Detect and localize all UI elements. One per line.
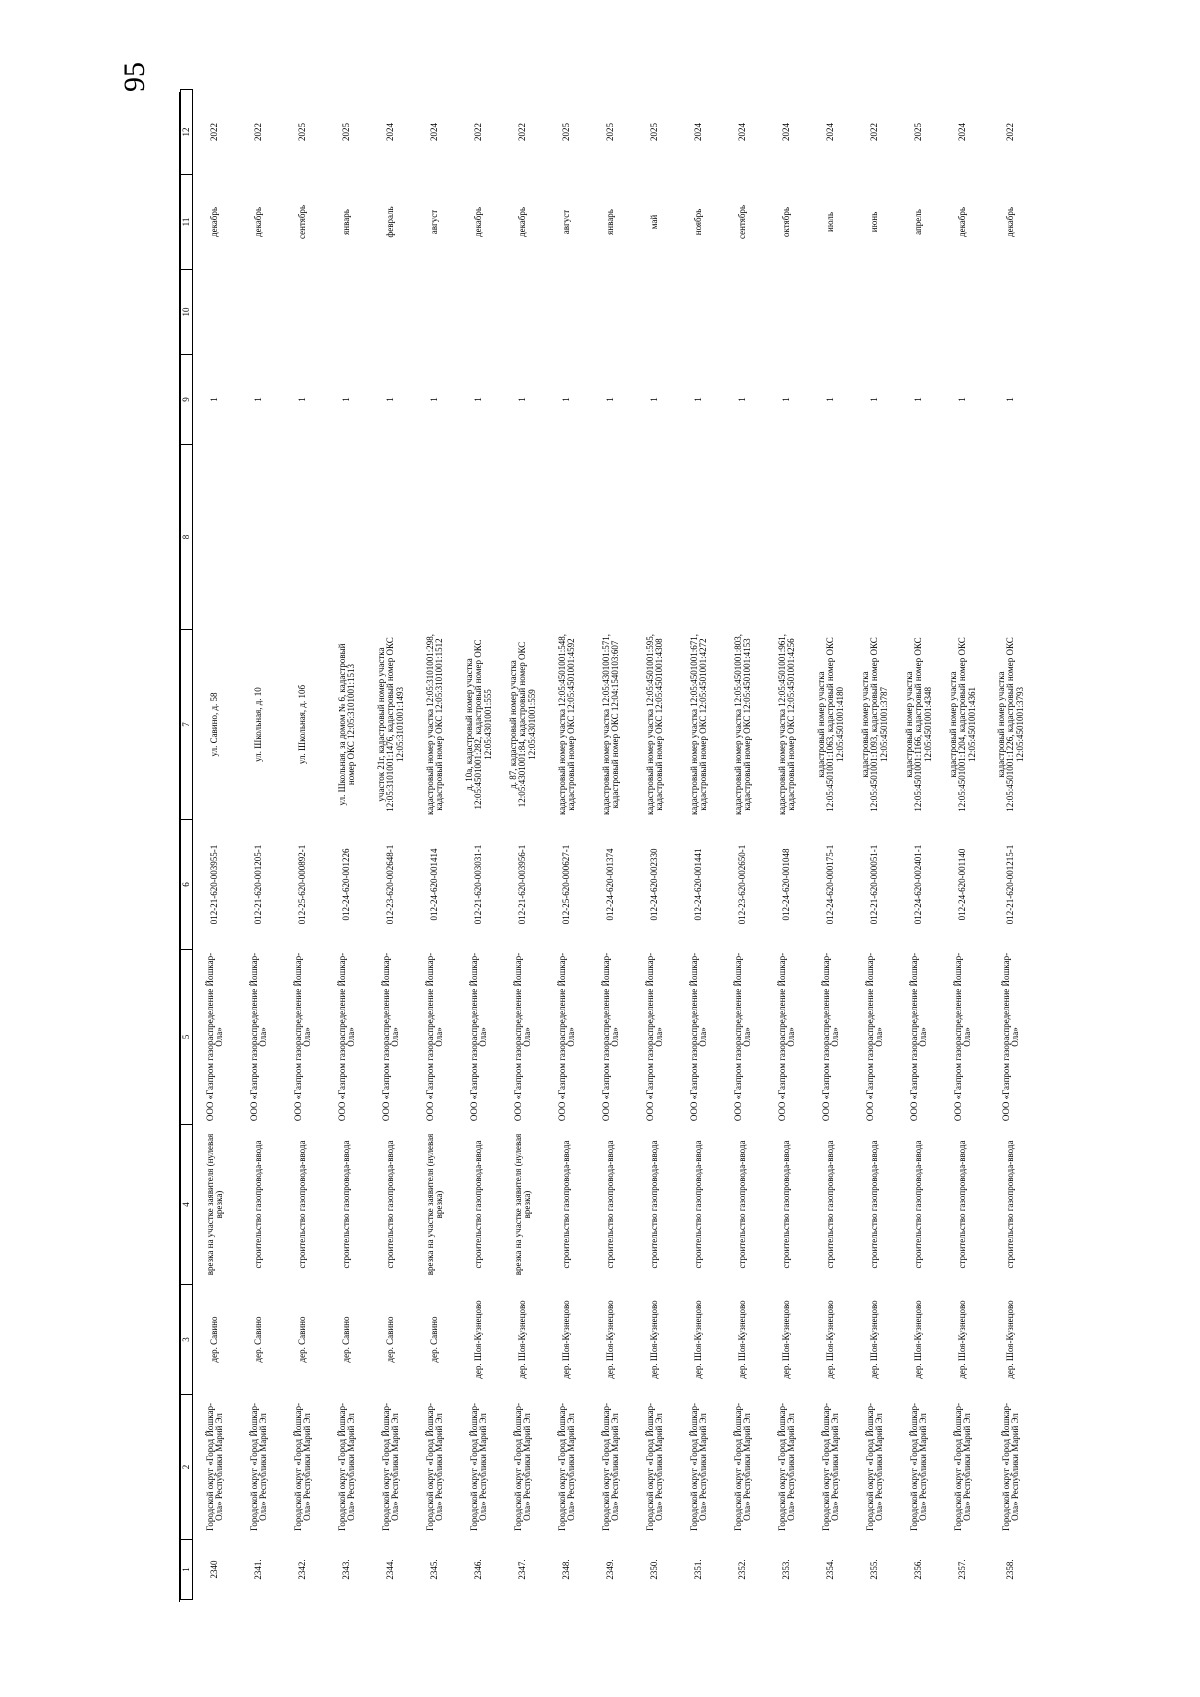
rotated-table-container [180,90,1180,1600]
quantity-cell: 1 [517,397,528,402]
year-cell: 2024 [737,123,748,141]
row-number: 2342. [297,1559,308,1580]
year-cell: 2022 [473,123,484,141]
column-header: 7 [181,630,193,820]
column-10-cell [985,270,1037,355]
organization-cell: ООО «Газпром газораспределение Йошкар-Ола» [600,952,620,1122]
organization-cell: ООО «Газпром газораспределение Йошкар-Ола» [556,952,576,1122]
column-header: 2 [181,1395,193,1540]
locality-cell: дер. Шоя-Кузнецово [869,1300,880,1379]
column-10-cell [765,270,809,355]
year-cell: 2022 [209,123,220,141]
row-number: 2352. [737,1559,748,1580]
work-type-cell: строительство газопровода-ввода [649,1140,660,1269]
address-cell: кадастровый номер участка 12:05:3101001:298, кадастровый номер ОКС 12:05:3101001:1512 [424,634,444,815]
table-row [413,90,457,1600]
work-type-cell: строительство газопровода-ввода [561,1140,572,1269]
row-number: 2346. [473,1559,484,1580]
column-10-cell [501,270,545,355]
code-cell: 012-23-620-002648-1 [385,844,396,925]
locality-cell: дер. Шоя-Кузнецово [1005,1300,1016,1379]
column-10-cell [237,270,281,355]
code-cell: 012-21-620-001205-1 [253,844,264,925]
table-row [545,90,589,1600]
row-number: 2345. [429,1559,440,1580]
month-cell: июль [825,212,836,232]
work-type-cell: строительство газопровода-ввода [473,1140,484,1269]
row-number: 2344. [385,1559,396,1580]
row-number: 2341. [253,1559,264,1580]
code-cell: 012-24-620-002330 [649,848,660,921]
row-number: 2354. [825,1559,836,1580]
year-cell: 2024 [693,123,704,141]
column-10-cell [721,270,765,355]
address-cell: д. 10а, кадастровый номер участка 12:05:4501001:282, кадастровый номер ОКС 12:05:4301001:555 [463,639,493,810]
code-cell: 012-24-620-001441 [693,848,704,921]
column-10-cell [457,270,501,355]
row-number: 2355. [869,1559,880,1580]
address-cell: кадастровый номер участка 12:05:4501001:548, кадастровый номер ОКС 12:05:4501001:4592 [556,634,576,815]
month-cell: июнь [869,211,880,233]
month-cell: май [649,214,660,230]
column-header: 5 [181,950,193,1125]
table-row [721,90,765,1600]
work-type-cell: строительство газопровода-ввода [1005,1140,1016,1269]
month-cell: апрель [913,209,924,235]
table-row [369,90,413,1600]
page-number: 95 [118,62,151,92]
column-8-cell [809,445,853,630]
work-type-cell: врезка на участке заявителя (нулевая врезка) [204,1133,224,1276]
table-row [325,90,369,1600]
locality-cell: дер. Савино [385,1316,396,1363]
month-cell: декабрь [253,207,264,237]
column-8-cell [633,445,677,630]
code-cell: 012-24-620-000175-1 [825,844,836,925]
column-8-cell [589,445,633,630]
year-cell: 2022 [1005,123,1016,141]
address-cell: кадастровый номер участка 12:05:4501001:961, кадастровый номер ОКС 12:05:4501001:4256 [776,634,796,815]
organization-cell: ООО «Газпром газораспределение Йошкар-Ола» [820,952,840,1122]
column-header: 1 [181,1540,193,1600]
row-number: 2358. [1005,1559,1016,1580]
code-cell: 012-25-620-000892-1 [297,844,308,925]
locality-cell: дер. Шоя-Кузнецово [913,1300,924,1379]
table-row [193,90,238,1600]
work-type-cell: строительство газопровода-ввода [869,1140,880,1269]
quantity-cell: 1 [473,397,484,402]
address-cell: кадастровый номер участка 12:05:4501001:1226, кадастровый номер ОКС 12:05:4501001:3793 [995,637,1025,812]
quantity-cell: 1 [957,397,968,402]
month-cell: август [561,209,572,235]
work-type-cell: строительство газопровода-ввода [957,1140,968,1269]
quantity-cell: 1 [693,397,704,402]
district-cell: Городской округ «Город Йошкар-Ола» Республики Марий Эл [864,1402,884,1532]
column-8-cell [237,445,281,630]
locality-cell: дер. Шоя-Кузнецово [957,1300,968,1379]
row-number: 2357. [957,1559,968,1580]
column-header: 3 [181,1285,193,1395]
column-10-cell [545,270,589,355]
code-cell: 012-21-620-000051-1 [869,844,880,925]
row-number: 2347. [517,1559,528,1580]
address-cell: кадастровый номер участка 12:05:4501001:1093, кадастровый номер ОКС 12:05:4501001:3787 [859,637,889,812]
table-row [941,90,985,1600]
column-10-cell [677,270,721,355]
address-cell: кадастровый номер участка 12:05:4301001:571, кадастровый номер ОКС 12:04:1540103:607 [600,634,620,815]
code-cell: 012-21-620-001215-1 [1005,844,1016,925]
quantity-cell: 1 [649,397,660,402]
column-8-cell [985,445,1037,630]
table-row [457,90,501,1600]
quantity-cell: 1 [385,397,396,402]
month-cell: декабрь [1005,207,1016,237]
header-row [181,90,193,1600]
quantity-cell: 1 [297,397,308,402]
month-cell: январь [341,209,352,235]
code-cell: 012-23-620-002650-1 [737,844,748,925]
locality-cell: дер. Шоя-Кузнецово [473,1300,484,1379]
work-type-cell: строительство газопровода-ввода [693,1140,704,1269]
locality-cell: дер. Савино [253,1316,264,1363]
quantity-cell: 1 [209,397,220,402]
year-cell: 2022 [253,123,264,141]
address-cell: кадастровый номер участка 12:05:4501001:1166, кадастровый номер ОКС 12:05:4501001:4348 [903,637,933,812]
month-cell: сентябрь [737,204,748,240]
district-cell: Городской округ «Город Йошкар-Ола» Республики Марий Эл [468,1402,488,1532]
row-number: 2348. [561,1559,572,1580]
locality-cell: дер. Шоя-Кузнецово [825,1300,836,1379]
year-cell: 2024 [825,123,836,141]
column-10-cell [853,270,897,355]
code-cell: 012-24-620-001414 [429,848,440,921]
work-type-cell: строительство газопровода-ввода [605,1140,616,1269]
column-8-cell [765,445,809,630]
organization-cell: ООО «Газпром газораспределение Йошкар-Ола» [512,952,532,1122]
year-cell: 2024 [957,123,968,141]
locality-cell: дер. Шоя-Кузнецово [517,1300,528,1379]
code-cell: 012-24-620-001048 [781,848,792,921]
quantity-cell: 1 [1005,397,1016,402]
column-10-cell [589,270,633,355]
district-cell: Городской округ «Город Йошкар-Ола» Республики Марий Эл [820,1402,840,1532]
month-cell: ноябрь [693,208,704,236]
year-cell: 2025 [649,123,660,141]
table-row [633,90,677,1600]
organization-cell: ООО «Газпром газораспределение Йошкар-Ола» [688,952,708,1122]
year-cell: 2024 [385,123,396,141]
column-10-cell [281,270,325,355]
quantity-cell: 1 [429,397,440,402]
work-type-cell: строительство газопровода-ввода [253,1140,264,1269]
address-cell: ул. Школьная, д. 10 [253,687,264,762]
address-cell: ул. Школьная, д. 10б [297,684,308,765]
district-cell: Городской округ «Город Йошкар-Ола» Республики Марий Эл [292,1402,312,1532]
address-cell: кадастровый номер участка 12:05:4501001:595, кадастровый номер ОКС 12:05:4501001:4308 [644,634,664,815]
column-header: 10 [181,270,193,355]
year-cell: 2025 [297,123,308,141]
column-10-cell [809,270,853,355]
locality-cell: дер. Шоя-Кузнецово [605,1300,616,1379]
address-cell: д. 87, кадастровый номер участка 12:05:4301001:84, кадастровый номер ОКС 12:05:4301001:559 [507,641,537,808]
code-cell: 012-24-620-002401-1 [913,844,924,925]
column-8-cell [677,445,721,630]
organization-cell: ООО «Газпром газораспределение Йошкар-Ола» [248,952,268,1122]
table-row [589,90,633,1600]
year-cell: 2024 [429,123,440,141]
month-cell: октябрь [781,207,792,237]
column-header: 12 [181,90,193,175]
district-cell: Городской округ «Город Йошкар-Ола» Республики Марий Эл [556,1402,576,1532]
district-cell: Городской округ «Город Йошкар-Ола» Республики Марий Эл [732,1402,752,1532]
quantity-cell: 1 [561,397,572,402]
column-8-cell [413,445,457,630]
organization-cell: ООО «Газпром газораспределение Йошкар-Ола» [336,952,356,1122]
month-cell: декабрь [957,207,968,237]
table-body [193,90,1038,1600]
district-cell: Городской округ «Город Йошкар-Ола» Республики Марий Эл [776,1402,796,1532]
quantity-cell: 1 [913,397,924,402]
code-cell: 012-24-620-001374 [605,848,616,921]
organization-cell: ООО «Газпром газораспределение Йошкар-Ола» [908,952,928,1122]
quantity-cell: 1 [825,397,836,402]
year-cell: 2022 [517,123,528,141]
column-8-cell [325,445,369,630]
column-8-cell [545,445,589,630]
year-cell: 2025 [561,123,572,141]
column-10-cell [193,270,238,355]
locality-cell: дер. Шоя-Кузнецово [737,1300,748,1379]
column-header: 6 [181,820,193,950]
table-row [237,90,281,1600]
district-cell: Городской округ «Город Йошкар-Ола» Республики Марий Эл [424,1402,444,1532]
locality-cell: дер. Шоя-Кузнецово [781,1300,792,1379]
code-cell: 012-24-620-001140 [957,848,968,921]
column-10-cell [897,270,941,355]
year-cell: 2025 [913,123,924,141]
district-cell: Городской округ «Город Йошкар-Ола» Республики Марий Эл [512,1402,532,1532]
column-8-cell [281,445,325,630]
code-cell: 012-21-620-003956-1 [517,844,528,925]
quantity-cell: 1 [781,397,792,402]
district-cell: Городской округ «Город Йошкар-Ола» Республики Марий Эл [380,1402,400,1532]
table-row [897,90,941,1600]
year-cell: 2024 [781,123,792,141]
organization-cell: ООО «Газпром газораспределение Йошкар-Ола» [776,952,796,1122]
organization-cell: ООО «Газпром газораспределение Йошкар-Ола» [292,952,312,1122]
table-header [181,90,193,1600]
address-cell: ул. Школьная, за домом № 6, кадастровый номер ОКС 12:05:3101001:1513 [336,643,356,806]
month-cell: декабрь [517,207,528,237]
column-8-cell [369,445,413,630]
column-8-cell [193,445,238,630]
quantity-cell: 1 [341,397,352,402]
row-number: 2343. [341,1559,352,1580]
table-row [809,90,853,1600]
work-type-cell: строительство газопровода-ввода [781,1140,792,1269]
district-cell: Городской округ «Город Йошкар-Ола» Республики Марий Эл [336,1402,356,1532]
quantity-cell: 1 [605,397,616,402]
month-cell: январь [605,209,616,235]
locality-cell: дер. Савино [297,1316,308,1363]
organization-cell: ООО «Газпром газораспределение Йошкар-Ола» [732,952,752,1122]
month-cell: сентябрь [297,204,308,240]
row-number: 2356. [913,1559,924,1580]
column-8-cell [501,445,545,630]
locality-cell: дер. Савино [341,1316,352,1363]
quantity-cell: 1 [253,397,264,402]
code-cell: 012-21-620-003031-1 [473,844,484,925]
district-cell: Городской округ «Город Йошкар-Ола» Республики Марий Эл [204,1402,224,1532]
district-cell: Городской округ «Город Йошкар-Ола» Республики Марий Эл [688,1402,708,1532]
work-type-cell: врезка на участке заявителя (нулевая врезка) [424,1133,444,1276]
organization-cell: ООО «Газпром газораспределение Йошкар-Ола» [1000,952,1020,1122]
district-cell: Городской округ «Город Йошкар-Ола» Республики Марий Эл [600,1402,620,1532]
table-row [765,90,809,1600]
year-cell: 2025 [341,123,352,141]
month-cell: август [429,209,440,235]
organization-cell: ООО «Газпром газораспределение Йошкар-Ола» [644,952,664,1122]
locality-cell: дер. Савино [429,1316,440,1363]
table-row [985,90,1037,1600]
code-cell: 012-21-620-003955-1 [209,844,220,925]
table-row [853,90,897,1600]
month-cell: февраль [385,206,396,238]
table-row [281,90,325,1600]
work-type-cell: строительство газопровода-ввода [341,1140,352,1269]
column-header: 8 [181,445,193,630]
quantity-cell: 1 [737,397,748,402]
column-10-cell [325,270,369,355]
locality-cell: дер. Шоя-Кузнецово [561,1300,572,1379]
work-type-cell: строительство газопровода-ввода [737,1140,748,1269]
column-header: 9 [181,355,193,445]
column-8-cell [457,445,501,630]
column-8-cell [721,445,765,630]
row-number: 2351. [693,1559,704,1580]
address-cell: ул. Савино, д. 58 [209,692,220,757]
address-cell: кадастровый номер участка 12:05:4501001:671, кадастровый номер ОКС 12:05:4501001:4272 [688,634,708,815]
column-header: 11 [181,175,193,270]
district-cell: Городской округ «Город Йошкар-Ола» Республики Марий Эл [644,1402,664,1532]
table-row [501,90,545,1600]
column-8-cell [853,445,897,630]
organization-cell: ООО «Газпром газораспределение Йошкар-Ола» [952,952,972,1122]
organization-cell: ООО «Газпром газораспределение Йошкар-Ола» [204,952,224,1122]
quantity-cell: 1 [869,397,880,402]
organization-cell: ООО «Газпром газораспределение Йошкар-Ола» [380,952,400,1122]
column-8-cell [897,445,941,630]
year-cell: 2025 [605,123,616,141]
district-cell: Городской округ «Город Йошкар-Ола» Республики Марий Эл [1000,1402,1020,1532]
work-type-cell: строительство газопровода-ввода [385,1140,396,1269]
table-row [677,90,721,1600]
district-cell: Городской округ «Город Йошкар-Ола» Республики Марий Эл [908,1402,928,1532]
organization-cell: ООО «Газпром газораспределение Йошкар-Ола» [468,952,488,1122]
gasification-table [180,89,1037,1600]
column-10-cell [941,270,985,355]
organization-cell: ООО «Газпром газораспределение Йошкар-Ола» [424,952,444,1122]
address-cell: кадастровый номер участка 12:05:4501001:803, кадастровый номер ОКС 12:05:4501001:4153 [732,634,752,815]
month-cell: декабрь [473,207,484,237]
row-number: 2353. [781,1559,792,1580]
column-10-cell [369,270,413,355]
month-cell: декабрь [209,207,220,237]
column-10-cell [413,270,457,355]
work-type-cell: строительство газопровода-ввода [297,1140,308,1269]
work-type-cell: врезка на участке заявителя (нулевая врезка) [512,1133,532,1276]
address-cell: участок 21г, кадастровый номер участка 12:05:3101001:1476, кадастровый номер ОКС 12:05:3101001:1493 [375,637,405,812]
organization-cell: ООО «Газпром газораспределение Йошкар-Ола» [864,952,884,1122]
code-cell: 012-25-620-000627-1 [561,844,572,925]
address-cell: кадастровый номер участка 12:05:4501001:1063, кадастровый номер ОКС 12:05:4501001:4180 [815,637,845,812]
code-cell: 012-24-620-001226 [341,848,352,921]
row-number: 2349. [605,1559,616,1580]
row-number: 2340 [209,1560,220,1579]
address-cell: кадастровый номер участка 12:05:4501001:1204, кадастровый номер ОКС 12:05:4501001:4361 [947,637,977,812]
locality-cell: дер. Савино [209,1316,220,1363]
column-header: 4 [181,1125,193,1285]
column-8-cell [941,445,985,630]
year-cell: 2022 [869,123,880,141]
district-cell: Городской округ «Город Йошкар-Ола» Республики Марий Эл [248,1402,268,1532]
work-type-cell: строительство газопровода-ввода [825,1140,836,1269]
district-cell: Городской округ «Город Йошкар-Ола» Республики Марий Эл [952,1402,972,1532]
locality-cell: дер. Шоя-Кузнецово [649,1300,660,1379]
row-number: 2350. [649,1559,660,1580]
work-type-cell: строительство газопровода-ввода [913,1140,924,1269]
locality-cell: дер. Шоя-Кузнецово [693,1300,704,1379]
column-10-cell [633,270,677,355]
